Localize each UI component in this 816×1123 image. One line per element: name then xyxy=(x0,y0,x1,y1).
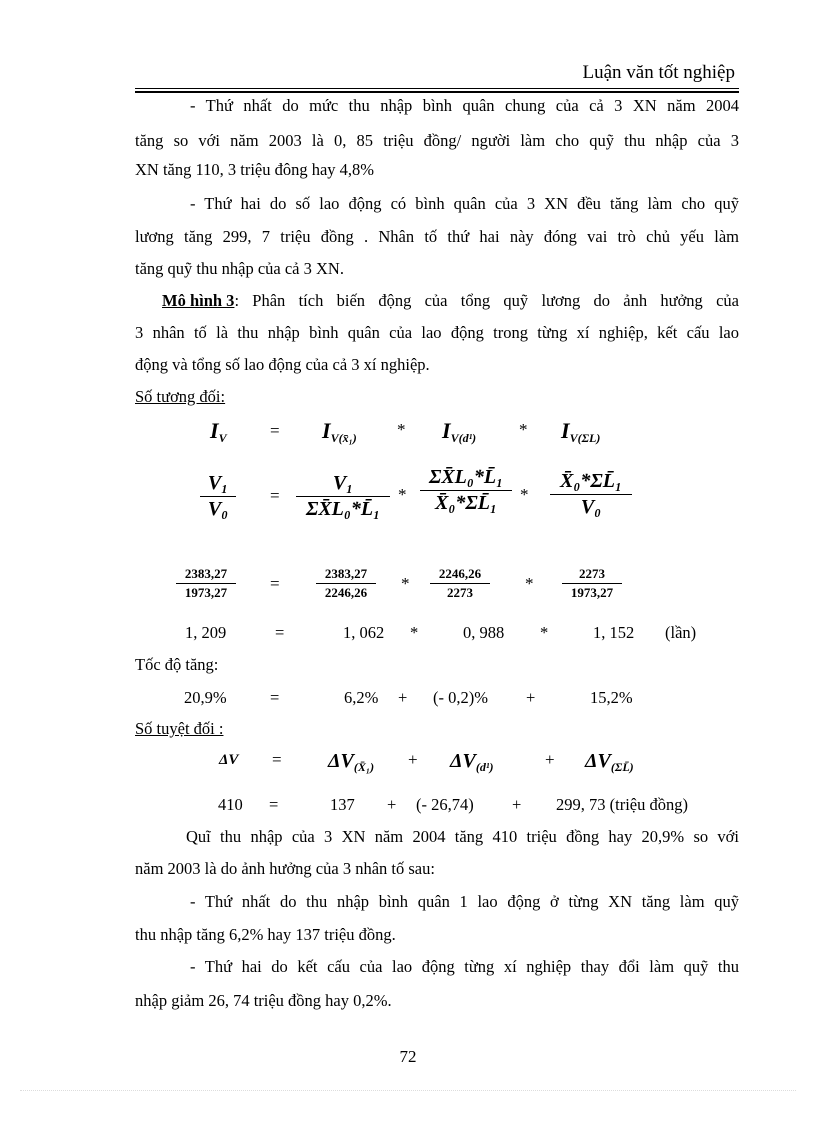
fraction-lhs: $\frac{\text{V₁}}{\text{V₀}}$ xyxy=(200,472,236,521)
section-heading-absolute: Số tuyệt đối : xyxy=(135,719,224,738)
multiply-sign: * xyxy=(410,623,419,642)
equals-sign: = xyxy=(269,795,279,814)
model-paragraph-first-line xyxy=(162,291,739,311)
numeric-fraction-1: $\frac{2383,27}{2246,26}$ xyxy=(316,566,376,601)
multiply-sign: * xyxy=(398,485,407,504)
growth-value: 20,9% xyxy=(184,688,227,707)
plus-sign: + xyxy=(408,750,418,769)
multiply-sign: * xyxy=(525,574,534,593)
numeric-fraction-3: $\frac{2273}{1973,27}$ xyxy=(562,566,622,601)
ratio-value: 1, 062 xyxy=(343,623,385,642)
fraction-2: $\frac{\text{ΣX̄L₀*L̄₁}}{\text{X̄₀*ΣL̄₁}}$ xyxy=(420,466,512,515)
plus-sign: + xyxy=(512,795,522,814)
abs-value: 410 xyxy=(218,795,243,814)
numeric-fraction-2: $\frac{2246,26}{2273}$ xyxy=(430,566,490,601)
paragraph-line: - Thứ hai do số lao động có bình quân của 3 XN đều tăng làm cho quỹ xyxy=(190,194,739,213)
paragraph-line: tăng quỹ thu nhập của cả 3 XN. xyxy=(135,259,344,278)
paragraph-line: tăng so với năm 2003 là 0, 85 triệu đồng/ người làm cho quỹ thu nhập của 3 xyxy=(135,131,739,150)
abs-term-3: $\Delta V_{(\Sigma L̄)}$ xyxy=(585,750,634,774)
model-label: Mô hình 3 xyxy=(162,291,235,310)
paragraph-line: 3 nhân tố là thu nhập bình quân của lao động trong từng xí nghiệp, kết cấu lao xyxy=(135,323,739,342)
plus-sign: + xyxy=(387,795,397,814)
paragraph-line: - Thứ hai do kết cấu của lao động từng xí nghiệp thay đổi làm quỹ thu xyxy=(190,957,739,976)
equals-sign: = xyxy=(275,623,285,642)
footer-divider xyxy=(20,1090,796,1091)
plus-sign: + xyxy=(526,688,536,707)
formula-term-2: $I_{V(d^1)}$ xyxy=(442,418,477,445)
multiply-sign: * xyxy=(397,420,406,439)
multiply-sign: * xyxy=(401,574,410,593)
multiply-sign: * xyxy=(519,420,528,439)
paragraph-line: động và tổng số lao động của cả 3 xí nghiệp. xyxy=(135,355,430,374)
paragraph-line: - Thứ nhất do thu nhập bình quân 1 lao động ở từng XN tăng làm quỹ xyxy=(190,892,739,911)
ratio-value: 0, 988 xyxy=(463,623,505,642)
paragraph-line: Quĩ thu nhập của 3 XN năm 2004 tăng 410 triệu đồng hay 20,9% so với xyxy=(186,827,739,846)
paragraph-line: năm 2003 là do ảnh hưởng của 3 nhân tố sau: xyxy=(135,859,435,878)
unit-label: (lần) xyxy=(665,623,697,642)
paragraph-line: thu nhập tăng 6,2% hay 137 triệu đồng. xyxy=(135,925,396,944)
growth-value: 15,2% xyxy=(590,688,633,707)
abs-value: 137 xyxy=(330,795,355,814)
multiply-sign: * xyxy=(540,623,549,642)
multiply-sign: * xyxy=(520,485,529,504)
plus-sign: + xyxy=(545,750,555,769)
abs-value: 299, 73 (triệu đồng) xyxy=(556,795,688,814)
paragraph-line: : Phân tích biến động của tổng quỹ lương do ảnh hưởng của xyxy=(234,291,739,310)
fraction-1: $\frac{\text{V₁}}{\text{ΣX̄L₀*L̄₁}}$ xyxy=(296,472,390,521)
ratio-value: 1, 152 xyxy=(593,623,635,642)
abs-term-2: $\Delta V_{(d^1)}$ xyxy=(450,750,494,774)
equals-sign: = xyxy=(270,486,280,505)
paragraph-line: lương tăng 299, 7 triệu đồng . Nhân tố thứ hai này đóng vai trò chủ yếu làm xyxy=(135,227,739,246)
growth-value: 6,2% xyxy=(344,688,379,707)
page-number: 72 xyxy=(399,1047,417,1066)
equals-sign: = xyxy=(272,750,282,769)
fraction-3: $\frac{\text{X̄₀*ΣL̄₁}}{\text{V₀}}$ xyxy=(550,470,632,519)
paragraph-line: nhập giảm 26, 74 triệu đồng hay 0,2%. xyxy=(135,991,392,1010)
equals-sign: = xyxy=(270,421,280,440)
section-heading-relative: Số tương đối: xyxy=(135,387,226,406)
growth-value: (- 0,2)% xyxy=(433,688,488,707)
section-heading-growth: Tốc độ tăng: xyxy=(135,655,219,674)
paragraph-line: XN tăng 110, 3 triệu đông hay 4,8% xyxy=(135,160,375,179)
plus-sign: + xyxy=(398,688,408,707)
running-header: Luận văn tốt nghiệp xyxy=(582,62,735,83)
paragraph-line: - Thứ nhất do mức thu nhập bình quân chung của cả 3 XN năm 2004 xyxy=(190,96,739,115)
ratio-value: 1, 209 xyxy=(185,623,227,642)
numeric-fraction-lhs: $\frac{2383,27}{1973,27}$ xyxy=(176,566,236,601)
header-rule-thick xyxy=(135,91,739,93)
abs-lhs: ΔV xyxy=(219,752,239,768)
equals-sign: = xyxy=(270,574,280,593)
abs-value: (- 26,74) xyxy=(416,795,474,814)
formula-lhs: $I_V$ xyxy=(210,418,227,445)
formula-term-1: $I_{V(x̄_1)}$ xyxy=(322,418,357,445)
equals-sign: = xyxy=(270,688,280,707)
formula-term-3: $I_{V(\Sigma L)}$ xyxy=(561,418,601,445)
header-rule xyxy=(135,88,739,89)
abs-term-1: $\Delta V_{(X̄_1)}$ xyxy=(328,750,375,774)
